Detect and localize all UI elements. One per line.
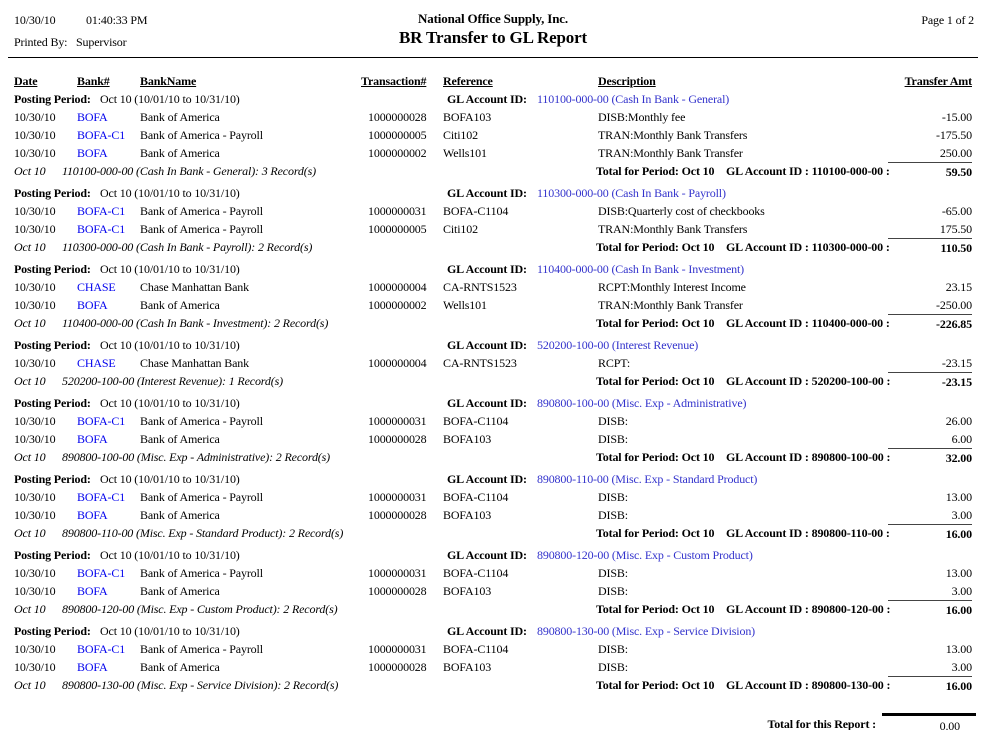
transaction-number: 1000000028	[368, 110, 427, 124]
posting-period-value: Oct 10 (10/01/10 to 10/31/10)	[100, 92, 240, 106]
posting-period-row	[0, 470, 986, 488]
transaction-number: 1000000004	[368, 356, 427, 370]
row-date: 10/30/10	[14, 280, 56, 294]
group-summary-row	[0, 238, 986, 258]
group-rows	[0, 640, 986, 676]
row-date: 10/30/10	[14, 566, 56, 580]
transfer-amount: 175.50	[939, 222, 972, 236]
transfer-amount: 3.00	[951, 508, 972, 522]
gl-account-group	[0, 470, 986, 544]
gl-account-link[interactable]: 110400-000-00 (Cash In Bank - Investment)	[537, 262, 745, 276]
total-gl-account-label: GL Account ID : 890800-120-00 :	[726, 602, 891, 616]
gl-account-label: GL Account ID:	[447, 548, 527, 562]
gl-account-label: GL Account ID:	[447, 472, 527, 486]
transfer-row	[0, 354, 986, 372]
summary-period: Oct 10	[14, 164, 46, 178]
description: DISB:	[598, 584, 628, 598]
bank-name: Chase Manhattan Bank	[140, 356, 249, 370]
summary-text: 890800-110-00 (Misc. Exp - Standard Product): 2 Record(s)	[62, 526, 344, 540]
transfer-amount: -65.00	[941, 204, 972, 218]
posting-period-value: Oct 10 (10/01/10 to 10/31/10)	[100, 472, 240, 486]
transaction-number: 1000000031	[368, 414, 427, 428]
total-gl-account-label: GL Account ID : 110300-000-00 :	[726, 240, 890, 254]
transaction-number: 1000000031	[368, 642, 427, 656]
transfer-row	[0, 488, 986, 506]
period-total-amount: 32.00	[888, 448, 972, 467]
bank-name: Bank of America - Payroll	[140, 414, 263, 428]
bank-id-link[interactable]: BOFA	[77, 432, 108, 446]
transaction-number: 1000000028	[368, 660, 427, 674]
bank-id-link[interactable]: BOFA-C1	[77, 566, 126, 580]
gl-account-link[interactable]: 520200-100-00 (Interest Revenue)	[537, 338, 699, 352]
summary-text: 110300-000-00 (Cash In Bank - Payroll): 2 Record(s)	[62, 240, 313, 254]
transfer-row	[0, 296, 986, 314]
gl-account-link[interactable]: 110300-000-00 (Cash In Bank - Payroll)	[537, 186, 726, 200]
posting-period-row	[0, 90, 986, 108]
total-for-period-label: Total for Period: Oct 10	[596, 678, 715, 692]
bank-id-link[interactable]: CHASE	[77, 356, 116, 370]
printed-time: 01:40:33 PM	[86, 13, 148, 27]
summary-period: Oct 10	[14, 374, 46, 388]
page-number: Page 1 of 2	[921, 13, 974, 27]
row-date: 10/30/10	[14, 146, 56, 160]
posting-period-value: Oct 10 (10/01/10 to 10/31/10)	[100, 338, 240, 352]
transaction-number: 1000000031	[368, 490, 427, 504]
bank-name: Bank of America	[140, 298, 220, 312]
total-for-period-label: Total for Period: Oct 10	[596, 374, 715, 388]
posting-period-value: Oct 10 (10/01/10 to 10/31/10)	[100, 548, 240, 562]
total-gl-account-label: GL Account ID : 890800-110-00 :	[726, 526, 890, 540]
column-header-row	[0, 72, 986, 90]
transfer-amount: 13.00	[945, 566, 972, 580]
bank-id-link[interactable]: BOFA	[77, 298, 108, 312]
posting-period-value: Oct 10 (10/01/10 to 10/31/10)	[100, 186, 240, 200]
bank-id-link[interactable]: BOFA	[77, 146, 108, 160]
transaction-number: 1000000028	[368, 508, 427, 522]
bank-id-link[interactable]: BOFA	[77, 660, 108, 674]
summary-text: 520200-100-00 (Interest Revenue): 1 Record(s)	[62, 374, 283, 388]
group-summary-row	[0, 314, 986, 334]
description: DISB:Monthly fee	[598, 110, 686, 124]
group-rows	[0, 108, 986, 162]
posting-period-row	[0, 336, 986, 354]
group-summary-row	[0, 600, 986, 620]
report-body	[0, 90, 986, 696]
total-gl-account-label: GL Account ID : 890800-130-00 :	[726, 678, 891, 692]
bank-name: Bank of America	[140, 432, 220, 446]
gl-account-group	[0, 622, 986, 696]
reference: BOFA103	[443, 584, 492, 598]
report-total-value: 0.00	[882, 713, 976, 730]
transfer-amount: -15.00	[941, 110, 972, 124]
row-date: 10/30/10	[14, 660, 56, 674]
bank-name: Bank of America - Payroll	[140, 128, 263, 142]
bank-name: Bank of America - Payroll	[140, 204, 263, 218]
gl-account-link[interactable]: 110100-000-00 (Cash In Bank - General)	[537, 92, 730, 106]
transfer-row	[0, 658, 986, 676]
posting-period-label: Posting Period:	[14, 338, 91, 352]
bank-name: Bank of America - Payroll	[140, 222, 263, 236]
gl-account-label: GL Account ID:	[447, 624, 527, 638]
total-for-period-label: Total for Period: Oct 10	[596, 526, 715, 540]
transfer-row	[0, 564, 986, 582]
gl-account-label: GL Account ID:	[447, 262, 527, 276]
reference: Wells101	[443, 146, 487, 160]
gl-account-label: GL Account ID:	[447, 186, 527, 200]
group-summary-row	[0, 524, 986, 544]
period-total-amount: 110.50	[888, 238, 972, 257]
bank-name: Bank of America	[140, 508, 220, 522]
group-summary-row	[0, 676, 986, 696]
transaction-number: 1000000005	[368, 128, 427, 142]
row-date: 10/30/10	[14, 222, 56, 236]
summary-period: Oct 10	[14, 602, 46, 616]
description: TRAN:Monthly Bank Transfer	[598, 146, 743, 160]
transfer-amount: 26.00	[945, 414, 972, 428]
column-header-transfer-amt: Transfer Amt	[904, 74, 972, 88]
printed-by-value: Supervisor	[76, 35, 127, 49]
row-date: 10/30/10	[14, 490, 56, 504]
posting-period-row	[0, 546, 986, 564]
group-rows	[0, 354, 986, 372]
group-summary-row	[0, 448, 986, 468]
report-total-label: Total for this Report :	[767, 717, 876, 730]
posting-period-label: Posting Period:	[14, 186, 91, 200]
gl-account-group	[0, 546, 986, 620]
group-rows	[0, 202, 986, 238]
transfer-amount: -250.00	[936, 298, 972, 312]
description: DISB:	[598, 432, 628, 446]
bank-name: Bank of America	[140, 110, 220, 124]
period-total-amount: 16.00	[888, 524, 972, 543]
total-for-period-label: Total for Period: Oct 10	[596, 164, 715, 178]
transfer-row	[0, 278, 986, 296]
total-gl-account-label: GL Account ID : 890800-100-00 :	[726, 450, 891, 464]
period-total-amount: -226.85	[888, 314, 972, 333]
bank-id-link[interactable]: BOFA	[77, 584, 108, 598]
reference: BOFA-C1104	[443, 414, 509, 428]
column-header-date: Date	[14, 74, 38, 88]
bank-id-link[interactable]: BOFA-C1	[77, 222, 126, 236]
reference: CA-RNTS1523	[443, 280, 517, 294]
posting-period-label: Posting Period:	[14, 396, 91, 410]
transfer-amount: -175.50	[936, 128, 972, 142]
description: TRAN:Monthly Bank Transfers	[598, 222, 748, 236]
transfer-row	[0, 202, 986, 220]
transfer-amount: 250.00	[939, 146, 972, 160]
total-for-period-label: Total for Period: Oct 10	[596, 240, 715, 254]
transfer-amount: 3.00	[951, 584, 972, 598]
group-summary-row	[0, 372, 986, 392]
transfer-amount: -23.15	[941, 356, 972, 370]
column-header-transaction: Transaction#	[361, 74, 427, 88]
transaction-number: 1000000028	[368, 584, 427, 598]
total-gl-account-label: GL Account ID : 110400-000-00 :	[726, 316, 890, 330]
posting-period-row	[0, 260, 986, 278]
row-date: 10/30/10	[14, 432, 56, 446]
transfer-row	[0, 640, 986, 658]
reference: Wells101	[443, 298, 487, 312]
gl-account-label: GL Account ID:	[447, 92, 527, 106]
period-total-amount: 16.00	[888, 600, 972, 619]
bank-name: Bank of America	[140, 584, 220, 598]
posting-period-label: Posting Period:	[14, 472, 91, 486]
description: DISB:	[598, 660, 628, 674]
summary-text: 890800-120-00 (Misc. Exp - Custom Product): 2 Record(s)	[62, 602, 338, 616]
group-rows	[0, 278, 986, 314]
posting-period-value: Oct 10 (10/01/10 to 10/31/10)	[100, 396, 240, 410]
summary-text: 890800-130-00 (Misc. Exp - Service Division): 2 Record(s)	[62, 678, 339, 692]
row-date: 10/30/10	[14, 356, 56, 370]
transfer-amount: 3.00	[951, 660, 972, 674]
summary-period: Oct 10	[14, 316, 46, 330]
transaction-number: 1000000028	[368, 432, 427, 446]
total-for-period-label: Total for Period: Oct 10	[596, 316, 715, 330]
gl-account-link[interactable]: 890800-100-00 (Misc. Exp - Administrative)	[537, 396, 747, 410]
description: DISB:	[598, 566, 628, 580]
row-date: 10/30/10	[14, 298, 56, 312]
posting-period-row	[0, 622, 986, 640]
reference: BOFA-C1104	[443, 204, 509, 218]
gl-account-link[interactable]: 890800-120-00 (Misc. Exp - Custom Product)	[537, 548, 753, 562]
description: TRAN:Monthly Bank Transfer	[598, 298, 743, 312]
bank-id-link[interactable]: BOFA-C1	[77, 414, 126, 428]
gl-account-label: GL Account ID:	[447, 338, 527, 352]
summary-text: 890800-100-00 (Misc. Exp - Administrative): 2 Record(s)	[62, 450, 331, 464]
row-date: 10/30/10	[14, 642, 56, 656]
transaction-number: 1000000004	[368, 280, 427, 294]
column-header-bank: Bank#	[77, 74, 110, 88]
posting-period-value: Oct 10 (10/01/10 to 10/31/10)	[100, 262, 240, 276]
reference: BOFA103	[443, 660, 492, 674]
gl-account-link[interactable]: 890800-110-00 (Misc. Exp - Standard Product)	[537, 472, 758, 486]
total-for-period-label: Total for Period: Oct 10	[596, 602, 715, 616]
bank-name: Bank of America - Payroll	[140, 642, 263, 656]
transfer-amount: 13.00	[945, 490, 972, 504]
transfer-amount: 23.15	[945, 280, 972, 294]
transaction-number: 1000000002	[368, 146, 427, 160]
summary-text: 110100-000-00 (Cash In Bank - General): 3 Record(s)	[62, 164, 316, 178]
bank-id-link[interactable]: CHASE	[77, 280, 116, 294]
group-rows	[0, 564, 986, 600]
description: DISB:Quarterly cost of checkbooks	[598, 204, 765, 218]
transfer-row	[0, 108, 986, 126]
description: RCPT:Monthly Interest Income	[598, 280, 746, 294]
gl-account-group	[0, 336, 986, 392]
bank-id-link[interactable]: BOFA-C1	[77, 128, 126, 142]
group-rows	[0, 412, 986, 448]
summary-text: 110400-000-00 (Cash In Bank - Investment): 2 Record(s)	[62, 316, 329, 330]
total-gl-account-label: GL Account ID : 110100-000-00 :	[726, 164, 890, 178]
transaction-number: 1000000031	[368, 204, 427, 218]
transfer-amount: 13.00	[945, 642, 972, 656]
row-date: 10/30/10	[14, 128, 56, 142]
transaction-number: 1000000031	[368, 566, 427, 580]
row-date: 10/30/10	[14, 204, 56, 218]
column-header-description: Description	[598, 74, 656, 88]
description: DISB:	[598, 508, 628, 522]
total-gl-account-label: GL Account ID : 520200-100-00 :	[726, 374, 891, 388]
header-divider	[8, 57, 978, 58]
reference: Citi102	[443, 128, 478, 142]
bank-name: Bank of America - Payroll	[140, 566, 263, 580]
row-date: 10/30/10	[14, 584, 56, 598]
bank-name: Bank of America	[140, 660, 220, 674]
transfer-row	[0, 144, 986, 162]
bank-id-link[interactable]: BOFA	[77, 508, 108, 522]
transfer-row	[0, 220, 986, 238]
bank-id-link[interactable]: BOFA-C1	[77, 204, 126, 218]
posting-period-value: Oct 10 (10/01/10 to 10/31/10)	[100, 624, 240, 638]
bank-id-link[interactable]: BOFA-C1	[77, 490, 126, 504]
transfer-row	[0, 430, 986, 448]
printed-by-label: Printed By:	[14, 35, 68, 49]
column-header-bankname: BankName	[140, 74, 197, 88]
posting-period-row	[0, 184, 986, 202]
report-title: BR Transfer to GL Report	[398, 28, 588, 47]
description: RCPT:	[598, 356, 630, 370]
total-for-period-label: Total for Period: Oct 10	[596, 450, 715, 464]
period-total-amount: 16.00	[888, 676, 972, 695]
gl-account-link[interactable]: 890800-130-00 (Misc. Exp - Service Division)	[537, 624, 756, 638]
period-total-amount: -23.15	[888, 372, 972, 391]
bank-name: Bank of America - Payroll	[140, 490, 263, 504]
transfer-row	[0, 582, 986, 600]
printed-date: 10/30/10	[14, 13, 56, 27]
column-header-reference: Reference	[443, 74, 493, 88]
report-header	[0, 0, 986, 57]
reference: BOFA103	[443, 432, 492, 446]
group-rows	[0, 488, 986, 524]
bank-id-link[interactable]: BOFA	[77, 110, 108, 124]
row-date: 10/30/10	[14, 508, 56, 522]
row-date: 10/30/10	[14, 414, 56, 428]
transfer-amount: 6.00	[951, 432, 972, 446]
posting-period-label: Posting Period:	[14, 262, 91, 276]
bank-id-link[interactable]: BOFA-C1	[77, 642, 126, 656]
reference: BOFA103	[443, 508, 492, 522]
summary-period: Oct 10	[14, 450, 46, 464]
description: DISB:	[598, 490, 628, 504]
gl-account-group	[0, 90, 986, 182]
reference: Citi102	[443, 222, 478, 236]
summary-period: Oct 10	[14, 678, 46, 692]
gl-account-group	[0, 394, 986, 468]
reference: BOFA-C1104	[443, 490, 509, 504]
transfer-row	[0, 126, 986, 144]
transfer-row	[0, 412, 986, 430]
posting-period-label: Posting Period:	[14, 92, 91, 106]
transfer-row	[0, 506, 986, 524]
group-summary-row	[0, 162, 986, 182]
transaction-number: 1000000002	[368, 298, 427, 312]
report-total-row	[0, 708, 986, 730]
gl-account-label: GL Account ID:	[447, 396, 527, 410]
posting-period-label: Posting Period:	[14, 548, 91, 562]
transaction-number: 1000000005	[368, 222, 427, 236]
summary-period: Oct 10	[14, 526, 46, 540]
bank-name: Bank of America	[140, 146, 220, 160]
gl-account-group	[0, 260, 986, 334]
bank-name: Chase Manhattan Bank	[140, 280, 249, 294]
summary-period: Oct 10	[14, 240, 46, 254]
company-name: National Office Supply, Inc.	[417, 11, 569, 26]
reference: CA-RNTS1523	[443, 356, 517, 370]
description: DISB:	[598, 414, 628, 428]
reference: BOFA103	[443, 110, 492, 124]
row-date: 10/30/10	[14, 110, 56, 124]
period-total-amount: 59.50	[888, 162, 972, 181]
description: TRAN:Monthly Bank Transfers	[598, 128, 748, 142]
posting-period-label: Posting Period:	[14, 624, 91, 638]
gl-account-group	[0, 184, 986, 258]
reference: BOFA-C1104	[443, 642, 509, 656]
description: DISB:	[598, 642, 628, 656]
posting-period-row	[0, 394, 986, 412]
reference: BOFA-C1104	[443, 566, 509, 580]
